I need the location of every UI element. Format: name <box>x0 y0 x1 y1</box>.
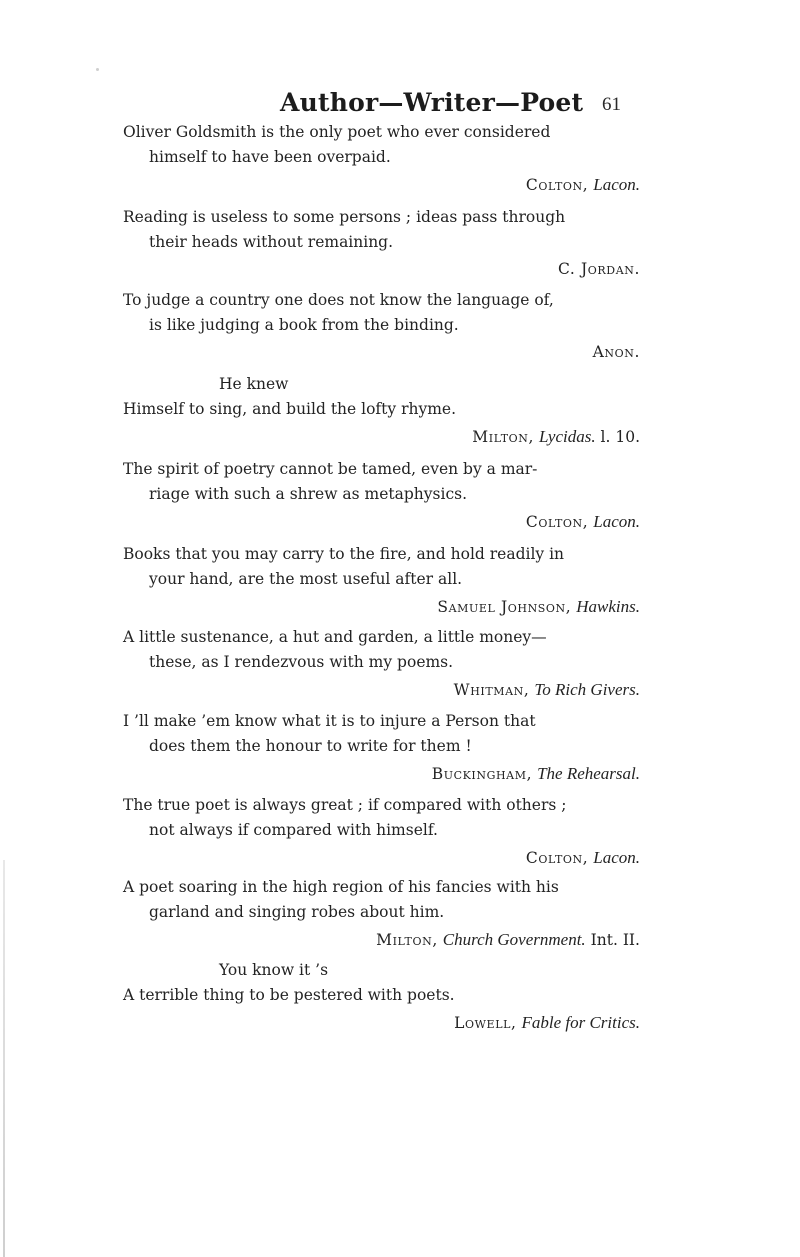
page-number: 61 <box>602 94 621 115</box>
quote-line: The spirit of poetry cannot be tamed, even by a mar- <box>123 460 538 478</box>
attribution <box>593 339 640 366</box>
attribution <box>526 171 640 199</box>
scan-edge-mark <box>3 860 5 1257</box>
work-title: Church Government. <box>442 930 586 949</box>
author-name: Milton, <box>376 931 438 949</box>
quote-line: A poet soaring in the high region of his fancies with his <box>123 878 559 896</box>
quote-line: himself to have been overpaid. <box>149 148 391 166</box>
quote-line: Oliver Goldsmith is the only poet who ever considered <box>123 123 551 141</box>
quote-line: does them the honour to write for them ! <box>149 737 472 755</box>
work-title: Hawkins. <box>576 597 640 616</box>
author-name: Anon. <box>592 343 640 361</box>
author-name: Whitman, <box>453 681 530 699</box>
work-title: Lacon. <box>593 848 640 867</box>
author-name: Lowell, <box>454 1014 517 1032</box>
quote-line: riage with such a shrew as metaphysics. <box>149 485 467 503</box>
quote-line: A terrible thing to be pestered with poets. <box>123 986 455 1004</box>
page-header <box>0 84 800 124</box>
author-name: Buckingham, <box>431 765 533 783</box>
quote-line: your hand, are the most useful after all. <box>149 570 463 588</box>
attribution <box>526 844 640 872</box>
work-title: Lacon. <box>593 175 640 194</box>
quote-line: Books that you may carry to the fire, and hold readily in <box>123 545 565 563</box>
author-name: Samuel Johnson, <box>437 598 572 616</box>
quote-line: is like judging a book from the binding. <box>149 316 459 334</box>
citation-reference: Int. II. <box>590 931 640 949</box>
quote-line: Himself to sing, and build the lofty rhyme. <box>123 400 457 418</box>
scan-speck <box>96 68 99 71</box>
attribution <box>454 676 640 704</box>
attribution <box>376 926 640 954</box>
running-head: Author—Writer—Poet <box>280 88 584 117</box>
citation-reference: l. 10. <box>600 428 640 446</box>
quote-line: garland and singing robes about him. <box>149 903 445 921</box>
quote-line: A little sustenance, a hut and garden, a little money— <box>123 628 547 646</box>
attribution <box>454 1009 640 1037</box>
work-title: Lycidas. <box>538 427 596 446</box>
quote-line: not always if compared with himself. <box>149 821 438 839</box>
work-title: Lacon. <box>593 512 640 531</box>
quote-line: I ’ll make ’em know what it is to injure a Person that <box>123 712 536 730</box>
quote-line: Reading is useless to some persons ; ideas pass through <box>123 208 566 226</box>
author-name: Colton, <box>525 176 589 194</box>
work-title: The Rehearsal. <box>537 764 640 783</box>
quote-line: their heads without remaining. <box>149 233 394 251</box>
quote-line: You know it ’s <box>219 961 329 979</box>
author-name: Colton, <box>525 849 589 867</box>
quote-line: these, as I rendezvous with my poems. <box>149 653 454 671</box>
attribution <box>432 760 640 788</box>
attribution <box>437 593 640 621</box>
attribution <box>526 508 640 536</box>
author-name: Colton, <box>525 513 589 531</box>
quote-line: To judge a country one does not know the language of, <box>123 291 554 309</box>
attribution <box>558 256 640 283</box>
work-title: Fable for Critics. <box>521 1013 640 1032</box>
quote-line: He knew <box>219 375 289 393</box>
author-name: Milton, <box>472 428 535 446</box>
quote-line: The true poet is always great ; if compared with others ; <box>123 796 567 814</box>
attribution <box>472 423 640 451</box>
author-name: C. Jordan. <box>558 260 640 278</box>
work-title: To Rich Givers. <box>534 680 640 699</box>
